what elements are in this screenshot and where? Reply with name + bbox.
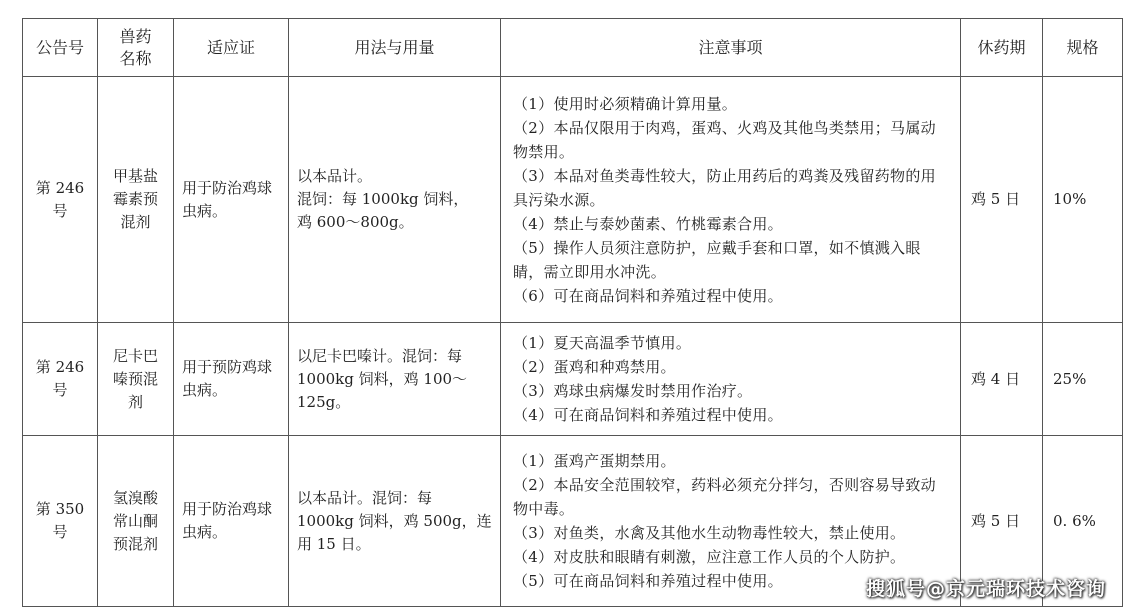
usage-line: 以尼卡巴嗪计。混饲：每 1000kg 饲料，鸡 100～125g。	[297, 346, 468, 411]
header-notes: 注意事项	[501, 19, 961, 77]
header-drug-name	[98, 19, 174, 77]
usage-line: 鸡 600～800g。	[297, 213, 414, 231]
note-item: （3）对鱼类，水禽及其他水生动物毒性较大，禁止使用。	[513, 524, 906, 542]
notice-no-line: 第 246	[35, 358, 85, 376]
cell-spec: 25%	[1043, 323, 1123, 436]
table-row	[23, 77, 1123, 323]
cell-drug-name	[98, 436, 174, 607]
note-item: （3）本品对鱼类毒性较大，防止用药后的鸡粪及残留药物的用具污染水源。	[513, 166, 936, 209]
header-row	[23, 19, 1123, 77]
notice-no-line: 号	[52, 381, 68, 399]
note-item: （4）禁止与泰妙菌素、竹桃霉素合用。	[513, 214, 783, 233]
cell-usage	[289, 436, 501, 607]
notice-no-line: 号	[52, 201, 68, 220]
cell-spec: 10%	[1043, 77, 1123, 323]
cell-notes	[501, 323, 961, 436]
note-item: （2）本品仅限用于肉鸡，蛋鸡、火鸡及其他鸟类禁用；马属动物禁用。	[513, 118, 936, 161]
drug-name-line: 常山酮	[112, 511, 158, 530]
cell-usage	[289, 77, 501, 323]
drug-name-line: 预混剂	[112, 534, 158, 553]
drug-name-line: 霉素预	[112, 190, 158, 208]
note-item: （5）操作人员须注意防护，应戴手套和口罩，如不慎溅入眼睛，需立即用水冲洗。	[513, 238, 921, 281]
cell-withdrawal: 鸡 5 日	[961, 77, 1043, 323]
header-drug-name-line: 兽药	[119, 26, 152, 46]
notice-no-line: 号	[52, 523, 68, 541]
note-item: （3）鸡球虫病爆发时禁用作治疗。	[513, 382, 753, 400]
usage-line: 以本品计。	[297, 167, 373, 185]
header-withdrawal: 休药期	[961, 19, 1043, 77]
notice-no-line: 第 246	[35, 178, 85, 197]
header-notice-no: 公告号	[23, 19, 98, 77]
veterinary-drug-table	[22, 18, 1123, 607]
cell-notice-no	[23, 323, 98, 436]
usage-line: 混饲：每 1000kg 饲料，	[297, 190, 469, 208]
note-item: （2）本品安全范围较窄，药料必须充分拌匀，否则容易导致动物中毒。	[513, 476, 936, 518]
note-item: （4）对皮肤和眼睛有刺激，应注意工作人员的个人防护。	[513, 548, 906, 566]
note-item: （1）蛋鸡产蛋期禁用。	[513, 452, 676, 470]
table-row	[23, 323, 1123, 436]
drug-name-line: 尼卡巴	[112, 346, 158, 365]
cell-drug-name	[98, 77, 174, 323]
cell-usage	[289, 323, 501, 436]
note-item: （1）夏天高温季节慎用。	[513, 334, 692, 352]
note-item: （2）蛋鸡和种鸡禁用。	[513, 358, 676, 376]
cell-withdrawal: 鸡 4 日	[961, 323, 1043, 436]
drug-name-line: 氢溴酸	[112, 488, 158, 507]
drug-name-line: 剂	[127, 392, 143, 411]
usage-line: 以本品计。混饲：每 1000kg 饲料，鸡 500g，连用 15 日。	[297, 488, 492, 553]
watermark: 搜狐号@京元瑞环技术咨询	[865, 578, 1106, 600]
cell-notice-no	[23, 77, 98, 323]
drug-name-line: 嗪预混	[112, 369, 158, 388]
cell-notes	[501, 77, 961, 323]
note-item: （5）可在商品饲料和养殖过程中使用。	[513, 572, 783, 590]
note-item: （4）可在商品饲料和养殖过程中使用。	[513, 406, 783, 424]
note-item: （6）可在商品饲料和养殖过程中使用。	[513, 286, 783, 305]
note-item: （1）使用时必须精确计算用量。	[513, 94, 738, 113]
cell-indication: 用于防治鸡球虫病。	[174, 436, 289, 607]
cell-withdrawal: 鸡 5 日	[961, 436, 1043, 607]
header-usage: 用法与用量	[289, 19, 501, 77]
cell-indication: 用于防治鸡球虫病。	[174, 77, 289, 323]
notice-no-line: 第 350	[35, 500, 85, 518]
header-drug-name-line: 名称	[119, 48, 152, 68]
drug-name-line: 甲基盐	[112, 167, 158, 185]
cell-spec: 0. 6%	[1043, 436, 1123, 607]
header-spec: 规格	[1043, 19, 1123, 77]
drug-name-line: 混剂	[120, 213, 151, 231]
cell-drug-name	[98, 323, 174, 436]
header-indication: 适应证	[174, 19, 289, 77]
cell-indication: 用于预防鸡球虫病。	[174, 323, 289, 436]
cell-notice-no	[23, 436, 98, 607]
